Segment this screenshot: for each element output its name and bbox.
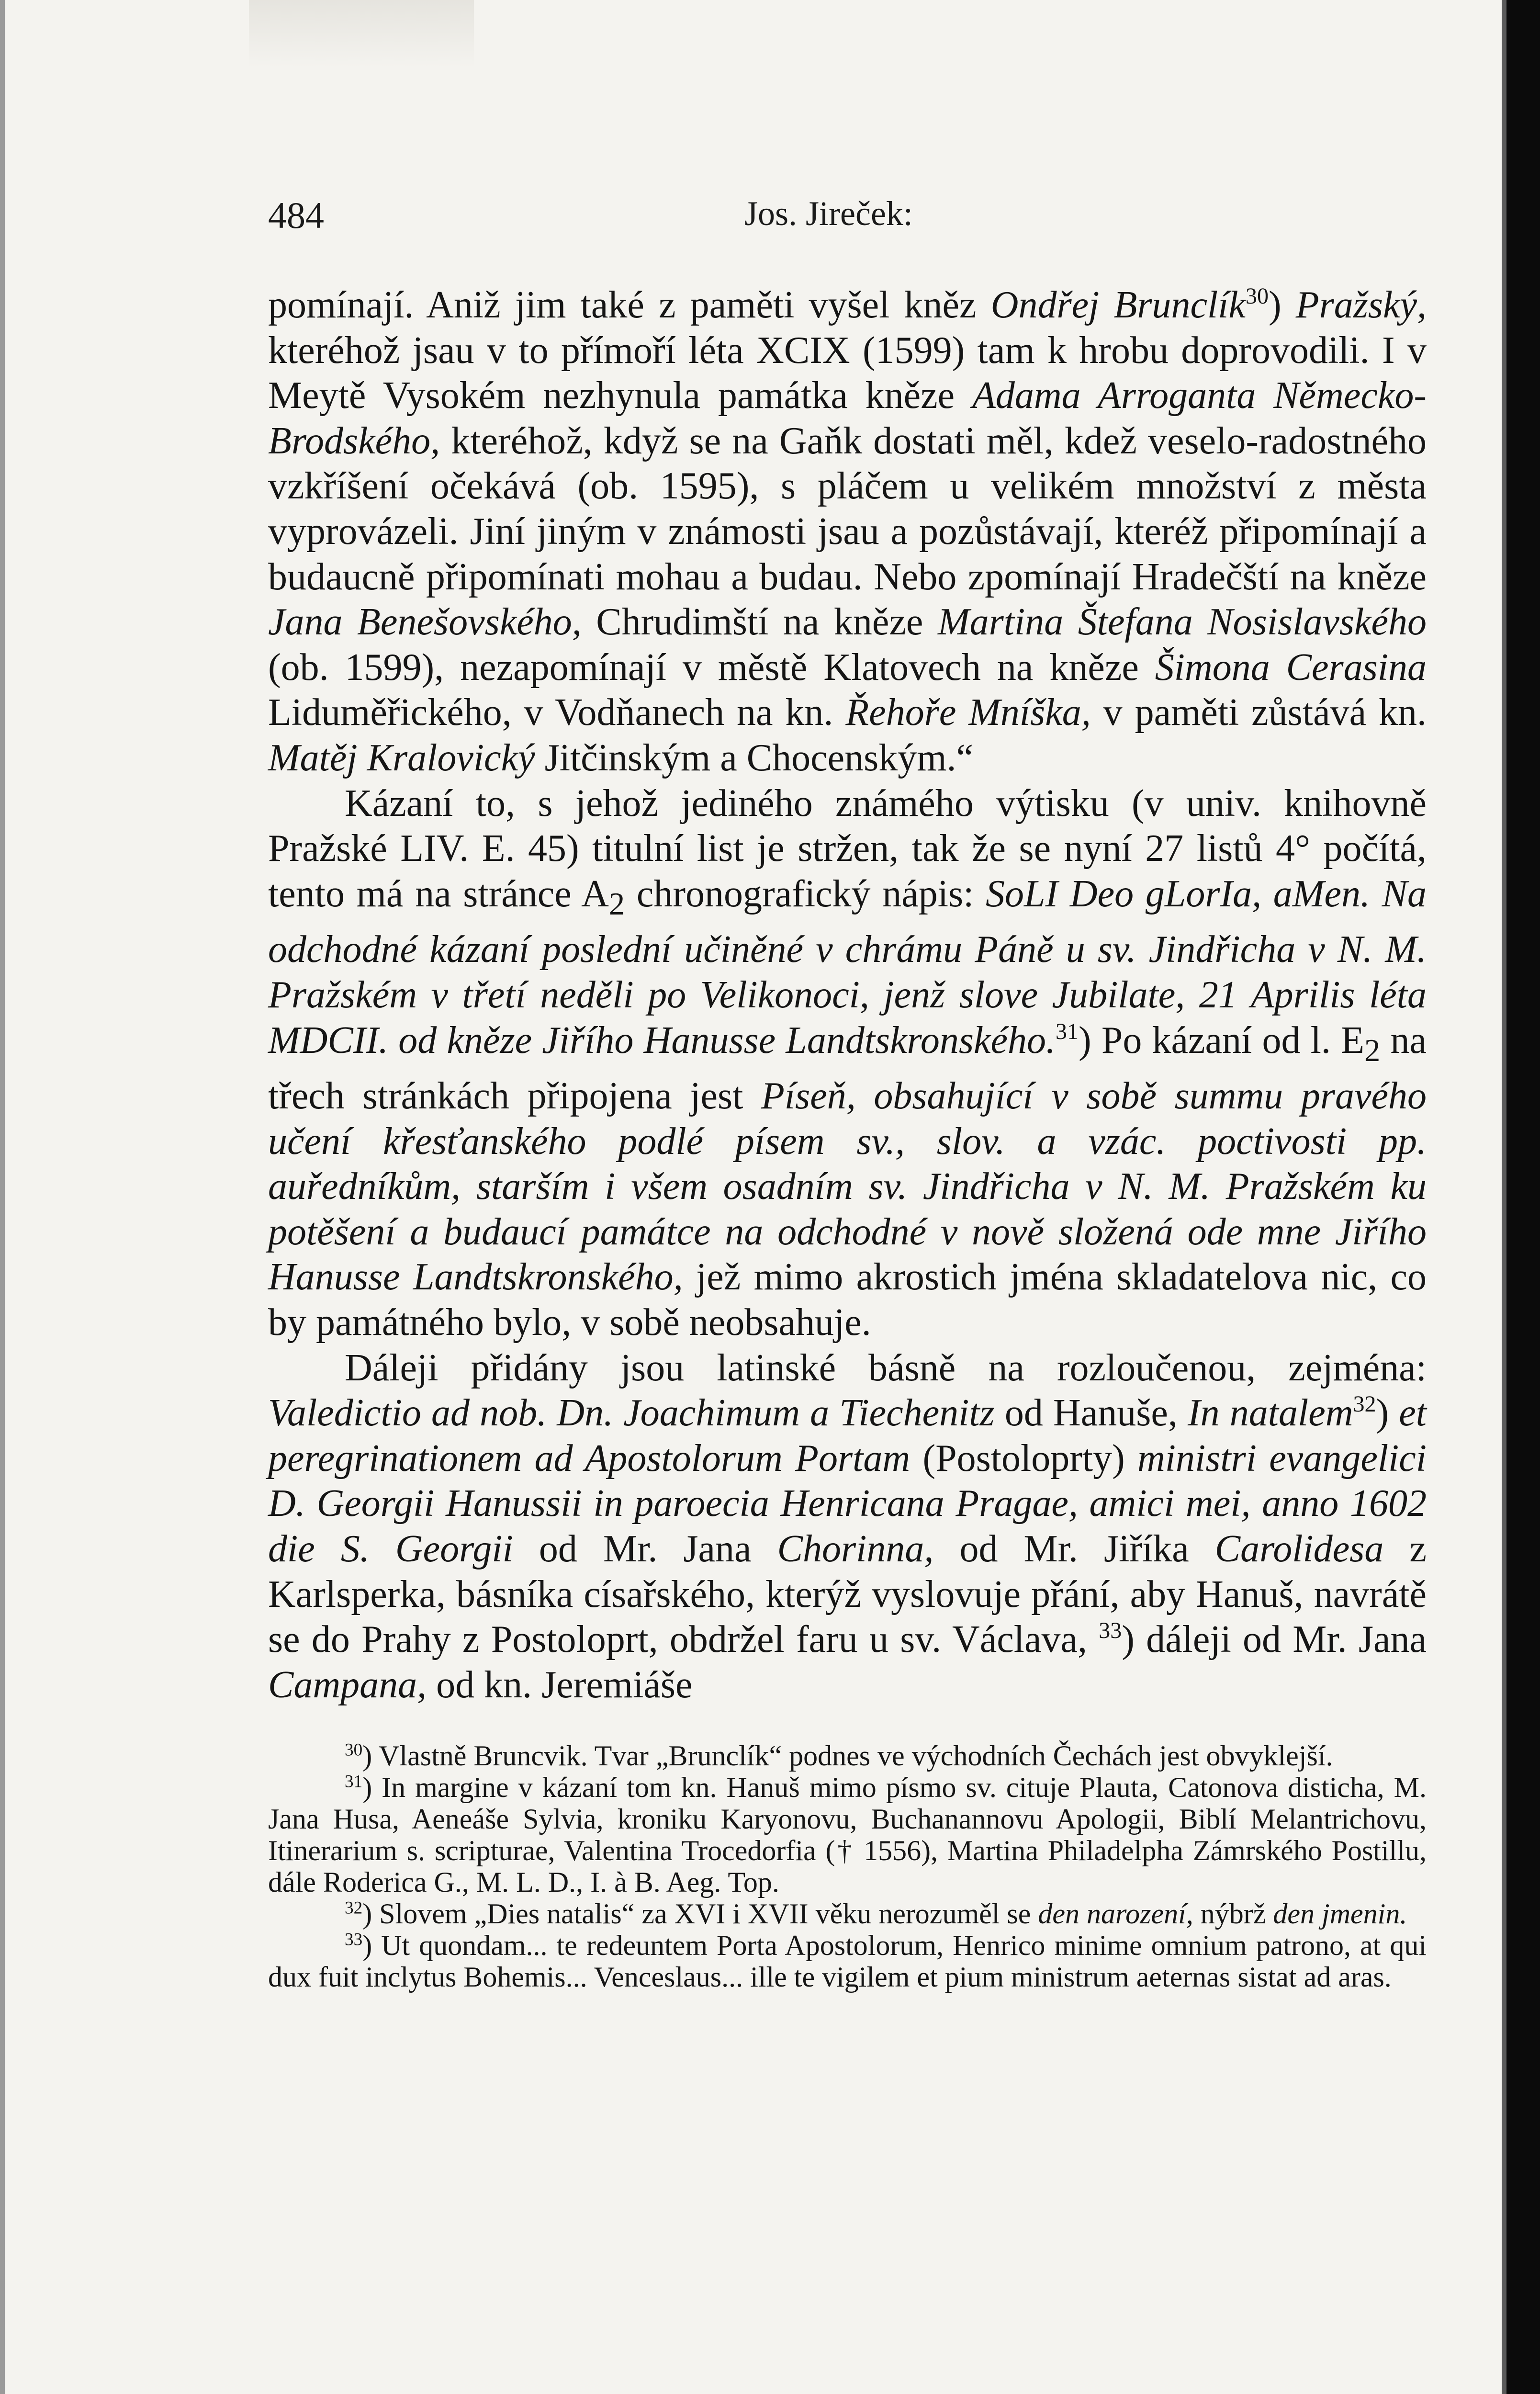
footnote-text: ) Ut quondam... te redeuntem Porta Apostolorum, Henrico minime omnium patrono, at qui dux fuit inclytus Bohemis... Venceslaus... ille te vigilem et pium ministrum aeternas sistat ad aras. — [268, 1930, 1427, 1993]
footnote-ref-32: 32 — [1353, 1391, 1376, 1417]
main-text — [268, 282, 1427, 1707]
page-number: 484 — [268, 194, 324, 236]
italic-name: Řehoře Mníška, — [845, 691, 1091, 734]
italic-title: Valedictio ad nob. Dn. Joachimum a Tiechenitz — [268, 1392, 995, 1434]
text-run: jež mimo akrostich jména skladatelova nic, co by památného bylo, v sobě neobsahuje. — [268, 1256, 1427, 1344]
page-left-edge — [0, 0, 5, 2394]
text-run: ) dáleji od Mr. Jana — [1122, 1618, 1427, 1661]
italic-name: Matěj Kralovický — [268, 736, 535, 779]
subscript: 2 — [608, 886, 625, 922]
italic-name: Campana, — [268, 1663, 427, 1706]
italic-title: In natalem — [1188, 1392, 1353, 1434]
footnote-32 — [268, 1898, 1427, 1930]
text-run: Jitčinským a Chocenským.“ — [535, 736, 974, 779]
text-run: Kázaní to, s jehož jediného známého výtisku (v univ. knihovně Pražské LIV. E. 45) titulní list je stržen, tak že se nyní 27 listů 4° počítá, tento má na stránce A — [268, 782, 1427, 915]
scan-border-shadow — [1502, 0, 1506, 2394]
text-block — [268, 282, 1427, 1993]
paragraph-3 — [268, 1345, 1427, 1708]
text-run: od Mr. Jiříka — [933, 1528, 1215, 1570]
italic-name: Šimona Cerasina — [1155, 646, 1427, 689]
italic-title: et peregrinationem ad Apostolorum Portam — [268, 1392, 1427, 1479]
text-run: Chrudimští na kněze — [581, 601, 938, 644]
footnote-mark: 31 — [345, 1772, 363, 1792]
footnote-mark: 33 — [345, 1930, 363, 1950]
footnote-30 — [268, 1740, 1427, 1772]
footnote-33 — [268, 1930, 1427, 1993]
text-run: ) Po kázaní od l. E — [1079, 1019, 1364, 1061]
footnote-text: nýbrž — [1193, 1898, 1273, 1930]
paragraph-1 — [268, 282, 1427, 781]
footnote-ref-30: 30 — [1245, 283, 1269, 309]
italic-name: Ondřej Brunclík — [990, 284, 1246, 326]
text-run: na třech stránkách připojena jest — [268, 1019, 1427, 1118]
running-head — [268, 194, 1427, 247]
footnotes — [268, 1740, 1427, 1993]
text-run: Dáleji přidány jsou latinské básně na rozloučenou, zejména: — [345, 1346, 1427, 1389]
italic-name: Jana Benešovského, — [268, 601, 582, 644]
italic-name: Adama Arroganta Německo-Brodského, — [268, 374, 1427, 462]
text-run: Liduměřického, v Vodňanech na kn. — [268, 691, 846, 734]
text-run: (ob. 1599), nezapomínají v městě Klatovech na kněze — [268, 646, 1155, 689]
footnote-italic: den jmenin. — [1273, 1898, 1407, 1930]
footnote-mark: 30 — [345, 1740, 363, 1760]
italic-name: Chorinna, — [777, 1528, 934, 1570]
subscript: 2 — [1364, 1033, 1381, 1068]
footnote-italic: den narození, — [1038, 1898, 1193, 1930]
text-run: od kn. Jeremiáše — [427, 1663, 693, 1706]
running-title: Jos. Jireček: — [744, 194, 913, 233]
footnote-mark: 32 — [345, 1898, 363, 1918]
italic-title: ministri evangelici D. Georgii Hanussii in paroecia Henricana Pragae, amici mei, anno 1602 die S. Georgii — [268, 1437, 1427, 1570]
scan-smudge — [249, 0, 474, 67]
text-run: z Karlsperka, básníka císařského, kterýž vyslovuje přání, aby Hanuš, navrátě se do Prahy z Postoloprt, obdržel faru u sv. Václava, — [268, 1528, 1427, 1661]
italic-name: Martina Štefana Nosislavského — [937, 601, 1427, 644]
scan-border — [1506, 0, 1540, 2394]
footnote-text: ) Slovem „Dies natalis“ za XVI i XVII věku nerozuměl se — [362, 1898, 1038, 1930]
italic-title: SoLI Deo gLorIa, aMen. Na odchodné kázaní poslední učiněné v chrámu Páně u sv. Jindřicha v N. M. Pražském v třetí neděli po Velikonoci, jenž slove Jubilate, 21 Aprilis léta MDCII. od kněze Jiřího Hanusse Landtskronského. — [268, 872, 1427, 1061]
paragraph-2 — [268, 781, 1427, 1345]
text-run: pomínají. Aniž jim také z paměti vyšel kněz — [268, 284, 991, 326]
text-run: ) — [1268, 284, 1296, 326]
text-run: v paměti zůstává kn. — [1090, 691, 1427, 734]
italic-title: Píseň, obsahující v sobě summu pravého učení křesťanského podlé písem sv., slov. a vzác. poctivosti pp. auředníkům, starším i všem osadním sv. Jindřicha v N. M. Pražském ku potěšení a budaucí památce na odchodné v nově složená ode mne Jiřího Hanusse Landtskronského, — [268, 1075, 1427, 1299]
text-run: chronografický nápis: — [625, 872, 986, 915]
footnote-ref-31: 31 — [1056, 1018, 1079, 1044]
text-run: (Postoloprty) — [910, 1437, 1138, 1479]
footnote-31 — [268, 1772, 1427, 1898]
text-run: kteréhož jsau v to přímoří léta XCIX (1599) tam k hrobu doprovodili. I v Meytě Vysokém nezhynula památka kněze — [268, 329, 1427, 417]
text-run: ) — [1376, 1392, 1399, 1434]
text-run: od Mr. Jana — [513, 1528, 777, 1570]
footnote-text: ) Vlastně Bruncvik. Tvar „Brunclík“ podnes ve východních Čechách jest obvyklejší. — [362, 1740, 1333, 1772]
footnote-ref-33: 33 — [1099, 1618, 1122, 1644]
text-run: kteréhož, když se na Gaňk dostati měl, kdež veselo-radostného vzkříšení očekává (ob. 1595), s pláčem u velikém množství z města vyprovázeli. Jiní jiným v známosti jsau a pozůstávají, kteréž připomínají a budaucně připomínati mohau a budau. Nebo zpomínají Hradečští na kněze — [268, 419, 1427, 598]
text-run: od Hanuše, — [994, 1392, 1188, 1434]
italic-name: Carolidesa — [1214, 1528, 1384, 1570]
footnote-text: ) In margine v kázaní tom kn. Hanuš mimo písmo sv. cituje Plauta, Catonova disticha, M. Jana Husa, Aeneáše Sylvia, kroniku Karyonovu, Buchanannovu Apologii, Biblí Melantrichovu, Itinerarium s. scripturae, Valentina Trocedorfia († 1556), Martina Philadelpha Zámrského Postillu, dále Roderica G., M. L. D., I. à B. Aeg. Top. — [268, 1772, 1427, 1898]
italic-name: Pražský, — [1295, 284, 1427, 326]
